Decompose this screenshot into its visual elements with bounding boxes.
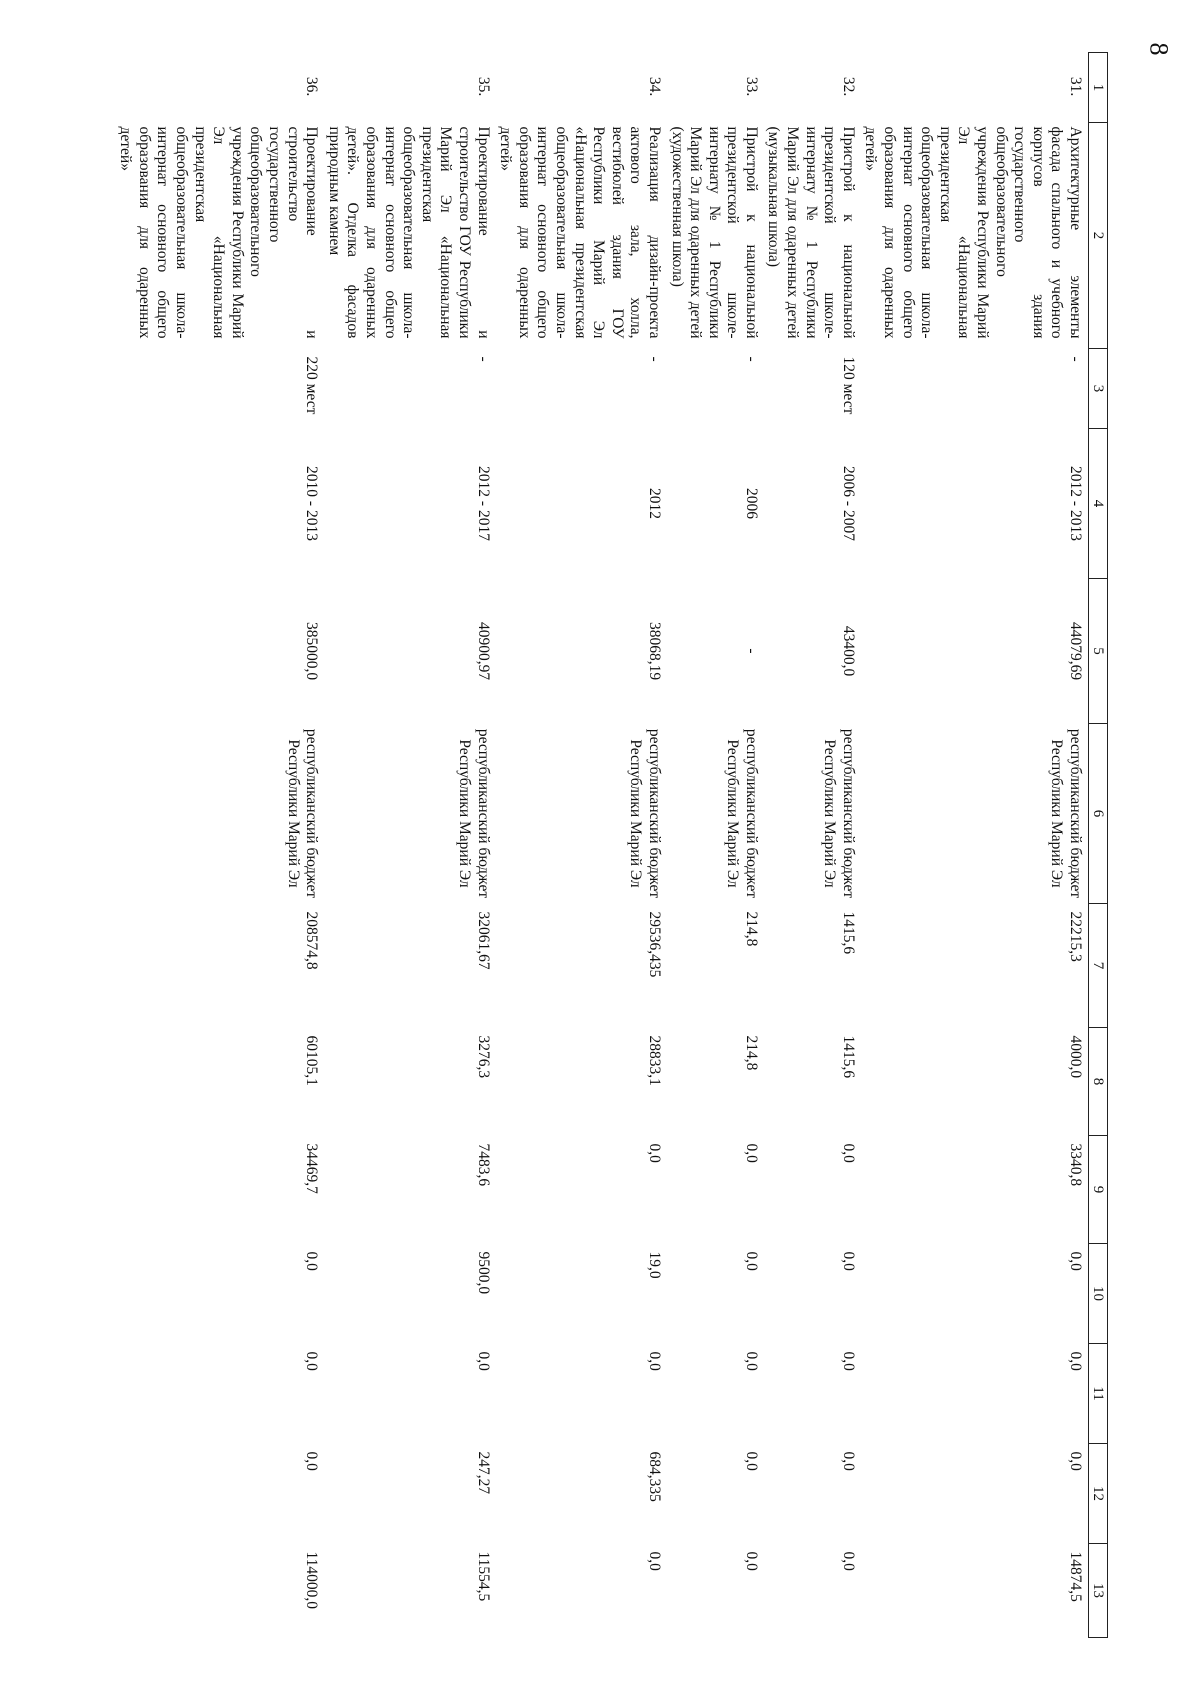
value-col-12: 0,0	[839, 1451, 857, 1471]
object-name: Архитектурные элементы фасада спального и учебного корпусов здания государственного общеобразовательного учреждения Республики Марий Эл «Национальная президентская общеобразовательная школа-интернат основного общего образования для одаренных детей»	[862, 126, 1084, 339]
row-number: 32.	[839, 76, 857, 97]
value-col-9: 0,0	[742, 1143, 760, 1163]
value-col-12: 0,0	[303, 1451, 321, 1471]
page-number: 8	[1144, 42, 1174, 56]
total-value: 32061,67	[474, 911, 492, 970]
value-col-8: 28833,1	[645, 1035, 663, 1086]
estimated-cost: 43400,0	[839, 625, 857, 677]
value-col-9: 0,0	[645, 1143, 663, 1163]
funding-source: республиканский бюджет Республики Марий Эл	[1048, 728, 1084, 899]
object-name: Пристрой к национальной президентской школе-интернату № 1 Республики Марий Эл для одаренных детей (музыкальная школа)	[765, 126, 857, 339]
capacity: -	[645, 356, 663, 362]
capacity: -	[1067, 356, 1084, 362]
value-col-11: 0,0	[839, 1351, 857, 1371]
value-col-10: 19,0	[645, 1251, 663, 1279]
value-col-11: 0,0	[1067, 1351, 1084, 1371]
capacity: -	[742, 356, 760, 362]
table-row	[861, 53, 1089, 1638]
funding-source: республиканский бюджет Республики Марий Эл	[821, 728, 857, 899]
total-value: 1415,6	[839, 911, 857, 955]
value-col-8: 3276,3	[474, 1035, 492, 1079]
value-col-8: 4000,0	[1067, 1035, 1084, 1079]
rotated-table-container	[117, 52, 1108, 1637]
value-col-10: 0,0	[1067, 1251, 1084, 1271]
value-col-10: 9500,0	[474, 1251, 492, 1295]
total-value: 29536,435	[645, 911, 663, 978]
table-row	[116, 53, 325, 1638]
period: 2012 - 2013	[1067, 466, 1084, 541]
value-col-8: 214,8	[742, 1035, 760, 1071]
value-col-11: 0,0	[645, 1351, 663, 1371]
capacity: 220 мест	[303, 356, 321, 415]
value-col-10: 0,0	[839, 1251, 857, 1271]
value-col-13: 0,0	[645, 1551, 663, 1571]
value-col-11: 0,0	[303, 1351, 321, 1371]
value-col-12: 684,335	[645, 1451, 663, 1502]
value-col-12: 0,0	[1067, 1451, 1084, 1471]
row-number: 35.	[474, 76, 492, 97]
table-row	[324, 53, 495, 1638]
column-header: 13	[1089, 1544, 1108, 1638]
row-number: 34.	[645, 76, 663, 97]
estimated-cost: 38068,19	[645, 621, 663, 681]
object-name: Проектирование и строительство государственного общеобразовательного учреждения Республики Марий Эл «Национальная президентская общеобразовательная школа-интернат основного общего образования для одаренных детей»	[117, 126, 321, 339]
object-name: Проектирование и строительство ГОУ Республики Марий Эл «Национальная президентская общеобразовательная школа-интернат основного общего образования для одаренных детей». Отделка фасадов природным камнем	[325, 126, 492, 339]
total-value: 208574,8	[303, 911, 321, 970]
financing-table	[116, 52, 1108, 1638]
value-col-11: 0,0	[474, 1351, 492, 1371]
value-col-13: 0,0	[742, 1551, 760, 1571]
value-col-9: 3340,8	[1067, 1143, 1084, 1187]
row-number: 36.	[303, 76, 321, 97]
period: 2006	[742, 488, 760, 519]
funding-source: республиканский бюджет Республики Марий Эл	[627, 728, 663, 899]
column-header: 1	[1089, 53, 1108, 123]
column-header: 12	[1089, 1444, 1108, 1544]
value-col-13: 0,0	[839, 1551, 857, 1571]
value-col-12: 0,0	[742, 1451, 760, 1471]
estimated-cost: 40900,97	[474, 621, 492, 681]
column-header: 5	[1089, 579, 1108, 724]
capacity: 120 мест	[839, 356, 857, 415]
value-col-10: 0,0	[303, 1251, 321, 1271]
value-col-13: 14874,5	[1067, 1551, 1084, 1602]
value-col-13: 11554,5	[474, 1551, 492, 1602]
object-name: Пристрой к национальной президентской школе-интернату № 1 Республики Марий Эл для одаренных детей (художественная школа)	[668, 126, 760, 339]
funding-source: республиканский бюджет Республики Марий Эл	[284, 728, 321, 899]
value-col-12: 247,27	[474, 1451, 492, 1495]
period: 2012 - 2017	[474, 466, 492, 541]
period: 2010 - 2013	[303, 466, 321, 541]
value-col-10: 0,0	[742, 1251, 760, 1271]
row-number: 31.	[1067, 76, 1084, 97]
value-col-9: 0,0	[839, 1143, 857, 1163]
row-number: 33.	[742, 76, 760, 97]
column-header: 9	[1089, 1136, 1108, 1244]
total-value: 214,8	[742, 911, 760, 947]
period: 2006 - 2007	[839, 466, 857, 541]
funding-source: республиканский бюджет Республики Марий Эл	[456, 728, 492, 899]
value-col-8: 1415,6	[839, 1035, 857, 1079]
column-header: 4	[1089, 429, 1108, 579]
column-header: 6	[1089, 724, 1108, 904]
table-row	[764, 53, 861, 1638]
estimated-cost: 385000,0	[303, 621, 321, 681]
funding-source: республиканский бюджет Республики Марий Эл	[724, 728, 760, 899]
object-name: Реализация дизайн-проекта актового зала, холла, вестибюлей здания ГОУ Республики Марий Эл «Национальная президентская общеобразовательная школа-интернат основного общего образования для одаренных детей»	[497, 126, 663, 339]
column-header: 7	[1089, 904, 1108, 1028]
capacity: -	[474, 356, 492, 362]
value-col-8: 60105,1	[303, 1035, 321, 1086]
value-col-11: 0,0	[742, 1351, 760, 1371]
total-value: 22215,3	[1067, 911, 1084, 962]
estimated-cost: 44079,69	[1067, 621, 1084, 681]
column-header: 11	[1089, 1344, 1108, 1444]
period: 2012	[645, 488, 663, 519]
column-header: 10	[1089, 1244, 1108, 1344]
value-col-9: 34469,7	[303, 1143, 321, 1194]
value-col-13: 114000,0	[303, 1551, 321, 1610]
value-col-9: 7483,6	[474, 1143, 492, 1187]
column-header: 8	[1089, 1028, 1108, 1136]
table-row	[667, 53, 764, 1638]
header-row	[1089, 53, 1108, 1638]
column-header: 3	[1089, 349, 1108, 429]
column-header: 2	[1089, 123, 1108, 349]
estimated-cost: -	[742, 648, 760, 654]
table-row	[496, 53, 667, 1638]
